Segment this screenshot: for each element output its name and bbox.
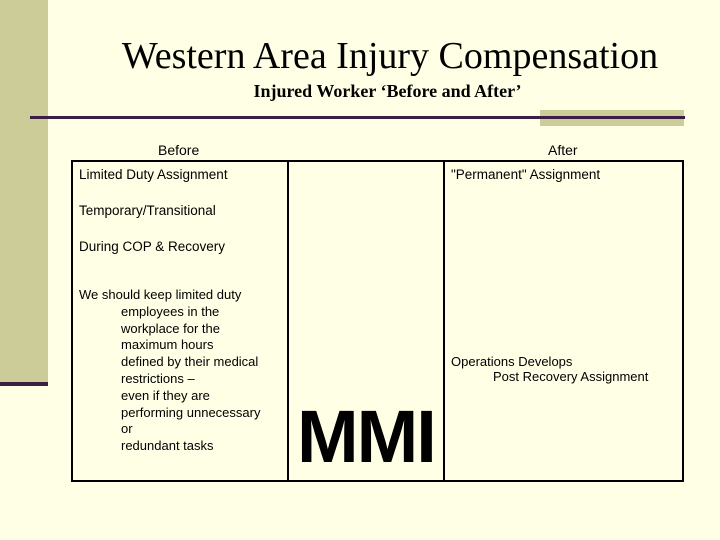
- before-item-temporary: Temporary/Transitional: [79, 203, 216, 218]
- sidebar-accent-bar: [0, 0, 48, 382]
- before-paragraph-line: or: [121, 421, 133, 437]
- after-note: [451, 355, 648, 384]
- slide-subtitle: Injured Worker ‘Before and After’: [253, 81, 522, 101]
- before-item-limited-duty: Limited Duty Assignment: [79, 167, 228, 182]
- before-paragraph-line: redundant tasks: [121, 438, 214, 454]
- before-paragraph-line: maximum hours: [121, 337, 214, 353]
- before-item-cop-recovery: During COP & Recovery: [79, 239, 226, 254]
- before-paragraph-line: workplace for the: [121, 320, 220, 336]
- divider-accent-line: [540, 116, 684, 119]
- mmi-label: MMI: [297, 395, 435, 478]
- sidebar-accent-underline: [0, 382, 48, 386]
- before-paragraph-line: defined by their medical: [121, 354, 259, 370]
- before-paragraph-line: employees in the: [121, 303, 220, 319]
- before-paragraph-line: We should keep limited duty: [79, 287, 242, 302]
- before-header: Before: [158, 142, 200, 158]
- before-paragraph-line: performing unnecessary: [121, 404, 261, 420]
- table-divider-right: [443, 160, 445, 482]
- before-paragraph: [79, 287, 289, 455]
- after-note-line: Post Recovery Assignment: [493, 368, 649, 384]
- before-paragraph-line: restrictions –: [121, 370, 195, 386]
- after-note-line: Operations Develops: [451, 354, 573, 369]
- before-paragraph-line: even if they are: [121, 387, 210, 403]
- slide-title: Western Area Injury Compensation: [121, 35, 659, 77]
- after-header: After: [548, 142, 578, 158]
- after-item-permanent: "Permanent" Assignment: [451, 167, 601, 182]
